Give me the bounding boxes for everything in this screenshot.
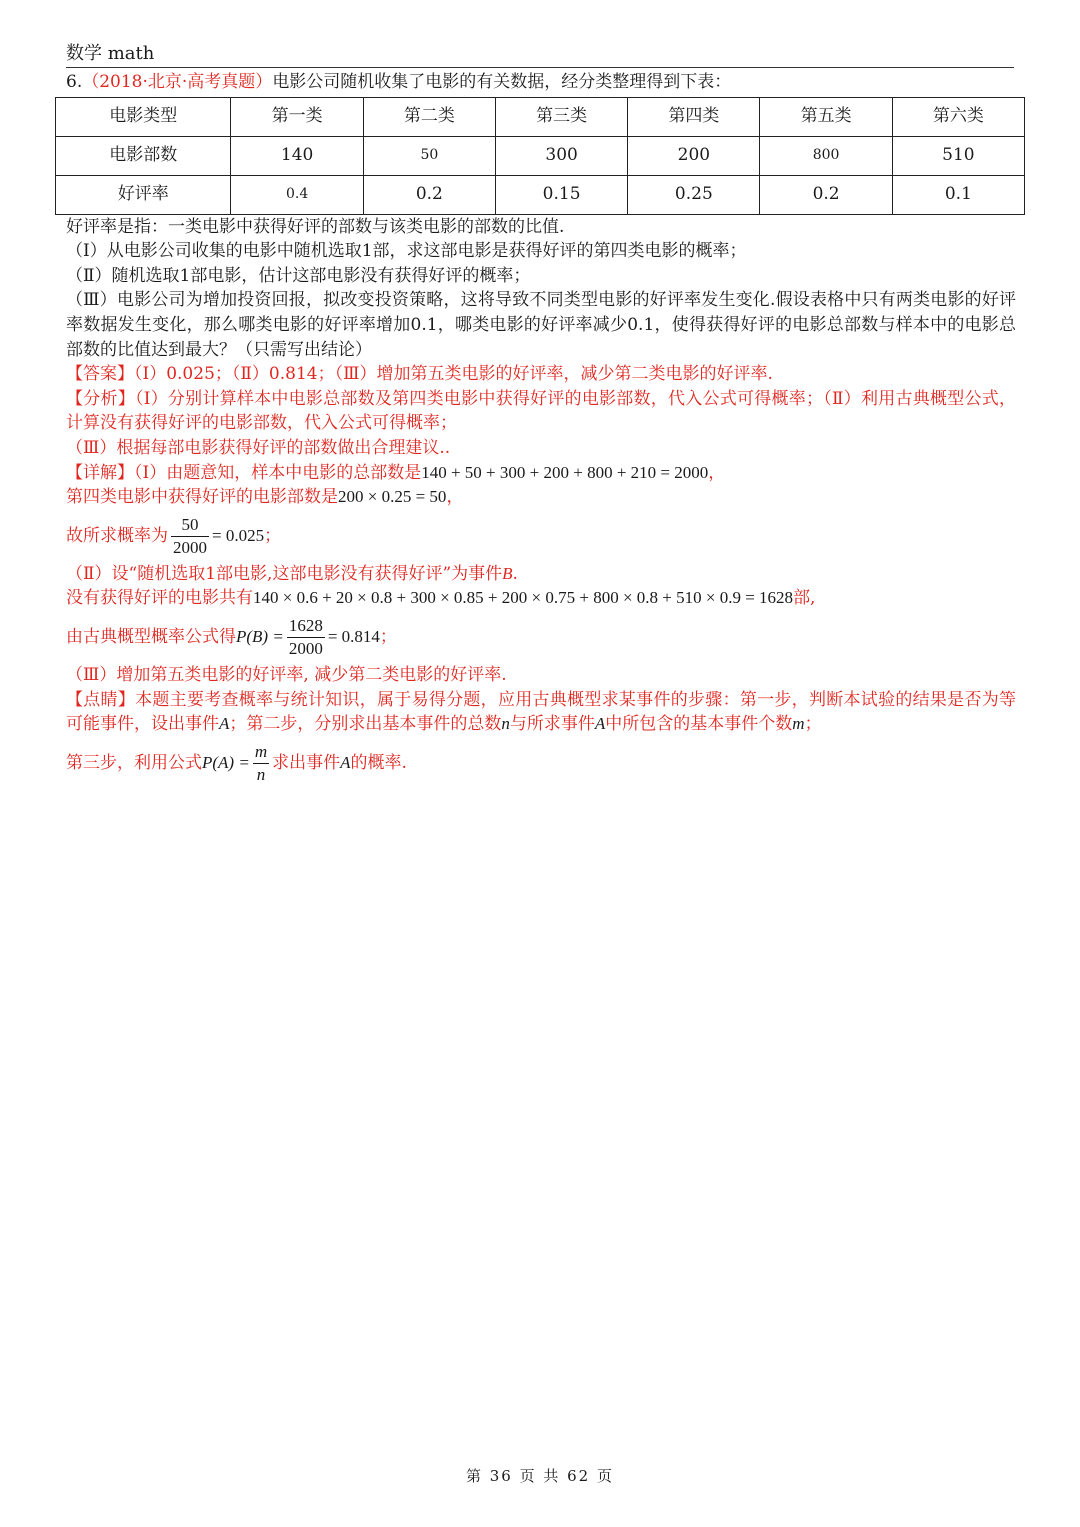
answer-text: （Ⅰ）0.025；（Ⅱ）0.814；（Ⅲ）增加第五类电影的好评率，减少第二类电影的好评率. <box>134 364 773 385</box>
row-header-cell: 好评率 <box>56 175 231 214</box>
question-intro <box>66 70 1016 95</box>
detail-label: 【详解】 <box>66 462 134 483</box>
table-row <box>56 175 1025 214</box>
fraction <box>287 615 325 660</box>
table-row <box>56 136 1025 175</box>
detail-text: 第四类电影中获得好评的电影部数是 <box>66 487 338 508</box>
probability-lhs: P(A) = <box>202 752 250 772</box>
page-header <box>66 42 1014 68</box>
detail-text: 没有获得好评的电影共有 <box>66 588 253 609</box>
detail-line-1 <box>66 461 1016 486</box>
fraction <box>253 741 269 786</box>
table-cell: 0.1 <box>892 175 1024 214</box>
event-variable: B <box>502 563 513 583</box>
table-cell: 800 <box>760 136 892 175</box>
table-cell: 0.15 <box>495 175 627 214</box>
fraction-numerator: m <box>253 741 269 764</box>
table-cell: 第五类 <box>760 97 892 136</box>
comment-text: 本题主要考查概率与统计知识，属于易得分题，应用古典概型求某事件的步骤：第一步，判断本试验的结果是否为等可能事件，设出事件 <box>66 689 1017 735</box>
variable-n: n <box>501 714 510 734</box>
detail-line-6 <box>66 611 1016 663</box>
probability-lhs: P(B) = <box>236 626 284 646</box>
question-part-2: （Ⅱ）随机选取1部电影，估计这部电影没有获得好评的概率； <box>66 265 531 286</box>
event-variable: A <box>219 714 230 734</box>
comment-block <box>66 688 1016 737</box>
page-number: 第 36 页 共 62 页 <box>465 1467 614 1485</box>
question-part-3: （Ⅲ）电影公司为增加投资回报，拟改变投资策略，这将导致不同类型电影的好评率发生变化.假设表格中只有两类电影的好评率数据发生变化，那么哪类电影的好评率增加0.1，哪类电影的好评率减少0.1，使得获得好评的电影总部数与样本中的电影总部数的比值达到最大？（只需写出结论） <box>66 290 1016 360</box>
punctuation: ； <box>379 626 397 647</box>
detail-line-7: （Ⅲ）增加第五类电影的好评率, 减少第二类电影的好评率. <box>66 664 507 685</box>
detail-line-4 <box>66 562 1016 587</box>
answer-label: 【答案】 <box>66 364 134 385</box>
table-cell: 140 <box>231 136 363 175</box>
comment-text: 第三步，利用公式 <box>66 752 202 773</box>
detail-line-5 <box>66 586 1016 611</box>
table-cell: 50 <box>363 136 495 175</box>
fraction-denominator: 2000 <box>288 638 323 658</box>
result-value: = 0.814 <box>327 626 380 646</box>
comment-text: 的概率. <box>350 752 407 773</box>
comment-text: 求出事件 <box>272 752 341 773</box>
punctuation: ， <box>708 462 726 483</box>
punctuation: 部, <box>793 588 816 609</box>
fraction <box>171 514 209 559</box>
product-formula: 200 × 0.25 = 50 <box>338 487 447 507</box>
punctuation: ， <box>446 487 464 508</box>
analysis-block <box>66 387 1016 436</box>
fraction-denominator: n <box>256 764 266 784</box>
header-title: 数学 math <box>66 43 155 64</box>
comment-text: 与所求事件 <box>509 714 595 735</box>
comment-label: 【点睛】 <box>66 689 136 710</box>
analysis-part-3: （Ⅲ）根据每部电影获得好评的部数做出合理建议.. <box>66 437 451 458</box>
punctuation: ； <box>804 714 822 735</box>
fraction-numerator: 1628 <box>287 615 325 638</box>
detail-text: 故所求概率为 <box>66 525 168 546</box>
data-table <box>55 97 1025 215</box>
table-cell: 300 <box>495 136 627 175</box>
table-cell: 第三类 <box>495 97 627 136</box>
analysis-label: 【分析】 <box>66 388 135 409</box>
table-cell: 0.25 <box>628 175 760 214</box>
count-formula: 140 × 0.6 + 20 × 0.8 + 300 × 0.85 + 200 × 0.75 + 800 × 0.8 + 510 × 0.9 = 1628 <box>253 588 794 608</box>
row-header-cell: 电影类型 <box>56 97 231 136</box>
punctuation: . <box>512 563 518 584</box>
event-variable: A <box>594 714 606 734</box>
sum-formula: 140 + 50 + 300 + 200 + 800 + 210 = 2000 <box>421 462 709 482</box>
table-cell: 510 <box>892 136 1024 175</box>
table-cell: 第四类 <box>628 97 760 136</box>
row-header-cell: 电影部数 <box>56 136 231 175</box>
detail-text: （Ⅱ）设“随机选取1部电影,这部电影没有获得好评”为事件 <box>66 563 503 584</box>
question-number: 6. <box>66 72 83 92</box>
analysis-text: （Ⅰ）分别计算样本中电影总部数及第四类电影中获得好评的电影部数，代入公式可得概率；（Ⅱ）利用古典概型公式，计算没有获得好评的电影部数，代入公式可得概率； <box>66 388 1016 434</box>
event-variable: A <box>340 752 351 772</box>
table-cell: 第六类 <box>892 97 1024 136</box>
definition-text: 好评率是指：一类电影中获得好评的部数与该类电影的部数的比值. <box>66 216 565 237</box>
detail-line-3 <box>66 510 1016 562</box>
page-footer <box>0 1465 1080 1486</box>
table-cell: 第二类 <box>363 97 495 136</box>
detail-text: （Ⅰ）由题意知，样本中电影的总部数是 <box>134 462 422 483</box>
table-cell: 200 <box>628 136 760 175</box>
variable-m: m <box>792 714 805 734</box>
comment-text: 中所包含的基本事件个数 <box>605 714 793 735</box>
page-content <box>66 70 1016 789</box>
detail-line-2 <box>66 485 1016 510</box>
table-row <box>56 97 1025 136</box>
question-source: （2018·北京·高考真题） <box>82 72 273 92</box>
fraction-denominator: 2000 <box>173 537 207 557</box>
question-part-1: （Ⅰ）从电影公司收集的电影中随机选取1部，求这部电影是获得好评的第四类电影的概率； <box>66 241 747 262</box>
table-cell: 第一类 <box>231 97 363 136</box>
answer-block <box>66 362 1016 387</box>
table-cell: 0.4 <box>231 175 363 214</box>
fraction-numerator: 50 <box>171 514 209 537</box>
result-value: = 0.025 <box>212 525 265 545</box>
comment-line-3 <box>66 737 1016 789</box>
question-text: 电影公司随机收集了电影的有关数据，经分类整理得到下表： <box>272 72 732 92</box>
comment-text: ；第二步，分别求出基本事件的总数 <box>229 714 502 735</box>
detail-text: 由古典概型概率公式得 <box>66 626 236 647</box>
punctuation: ； <box>264 525 282 546</box>
table-cell: 0.2 <box>363 175 495 214</box>
table-cell: 0.2 <box>760 175 892 214</box>
